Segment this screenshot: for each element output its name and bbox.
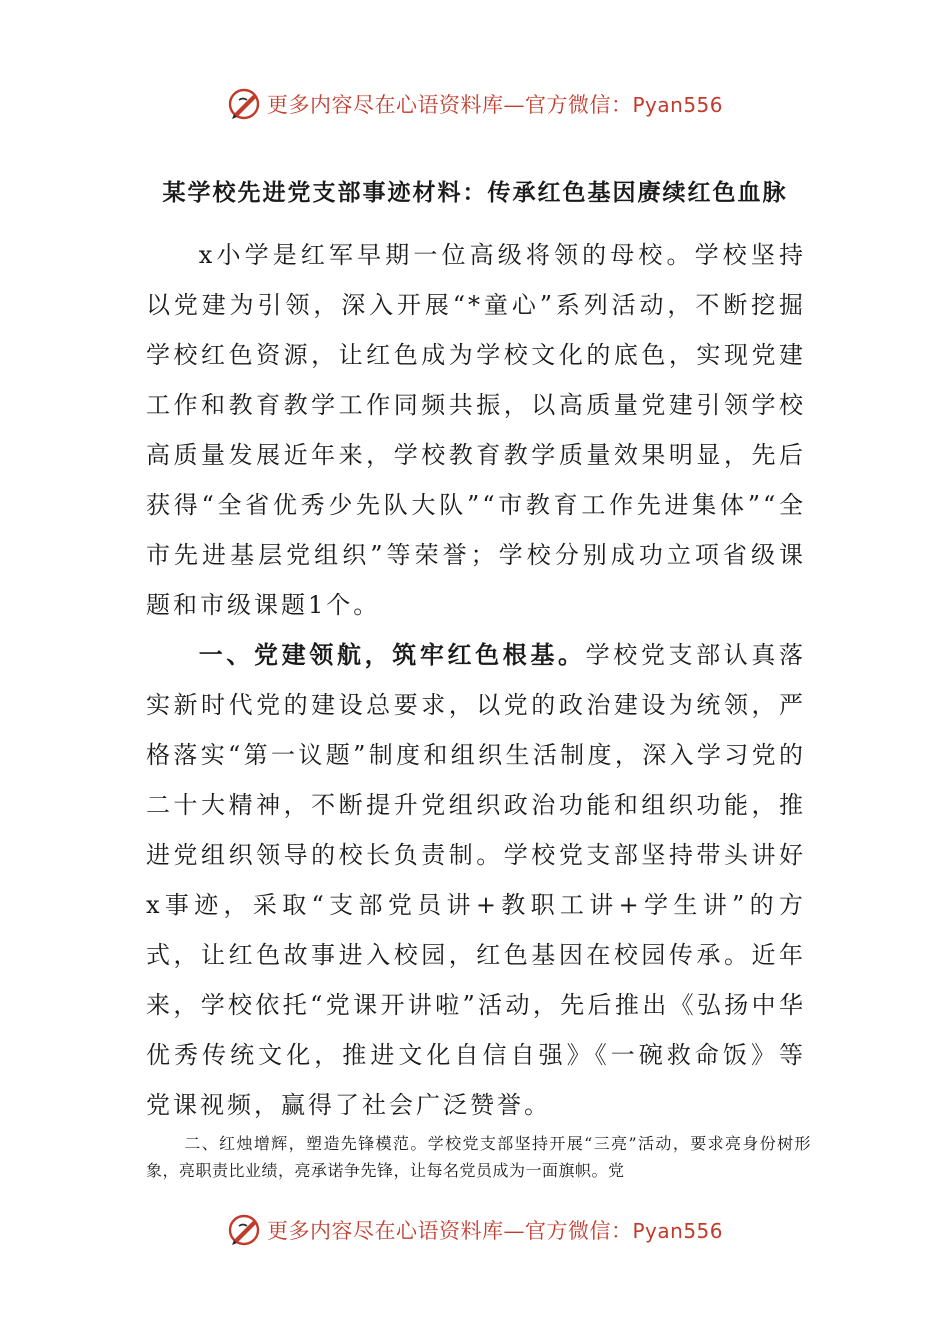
watermark-text: 更多内容尽在心语资料库—官方微信：: [266, 1219, 633, 1243]
wechat-id: Pyan556: [632, 1219, 723, 1243]
section-1-paragraph: [146, 630, 806, 1130]
section-1-heading: 一、党建领航，筑牢红色根基。: [198, 640, 586, 669]
wechat-id: Pyan556: [632, 93, 723, 117]
document-body: [146, 230, 806, 1130]
watermark-text: 更多内容尽在心语资料库—官方微信：: [266, 93, 633, 117]
watermark-footer: [0, 1208, 950, 1252]
pen-logo-icon: [227, 1213, 261, 1247]
section-1-body: 学校党支部认真落实新时代党的建设总要求，以党的政治建设为统领，严格落实“第一议题”制度和组织生活制度，深入学习党的二十大精神，不断提升党组织政治功能和组织功能，推进党组织领导的校长负责制。学校党支部坚持带头讲好x事迹，采取“支部党员讲+教职工讲+学生讲”的方式，让红色故事进入校园，红色基因在校园传承。近年来，学校依托“党课开讲啦”活动，先后推出《弘扬中华优秀传统文化，推进文化自信自强》《一碗救命饭》等党课视频，赢得了社会广泛赞誉。: [146, 641, 807, 1119]
intro-paragraph: x小学是红军早期一位高级将领的母校。学校坚持以党建为引领，深入开展“*童心”系列活动，不断挖掘学校红色资源，让红色成为学校文化的底色，实现党建工作和教育教学工作同频共振，以高质量党建引领学校高质量发展近年来，学校教育教学质量效果明显，先后获得“全省优秀少先队大队”“市教育工作先进集体”“全市先进基层党组织”等荣誉；学校分别成功立项省级课题和市级课题1个。: [146, 241, 806, 619]
watermark-header: [0, 82, 950, 126]
section-2-paragraph: 二、红烛增辉，塑造先锋模范。学校党支部坚持开展“三亮”活动，要求亮身份树形象，亮职责比业绩，亮承诺争先锋，让每名党员成为一面旗帜。党: [146, 1134, 811, 1180]
section-2-block: [146, 1130, 811, 1184]
pen-logo-icon: [227, 87, 261, 121]
document-title: 某学校先进党支部事迹材料：传承红色基因赓续红色血脉: [162, 179, 788, 206]
